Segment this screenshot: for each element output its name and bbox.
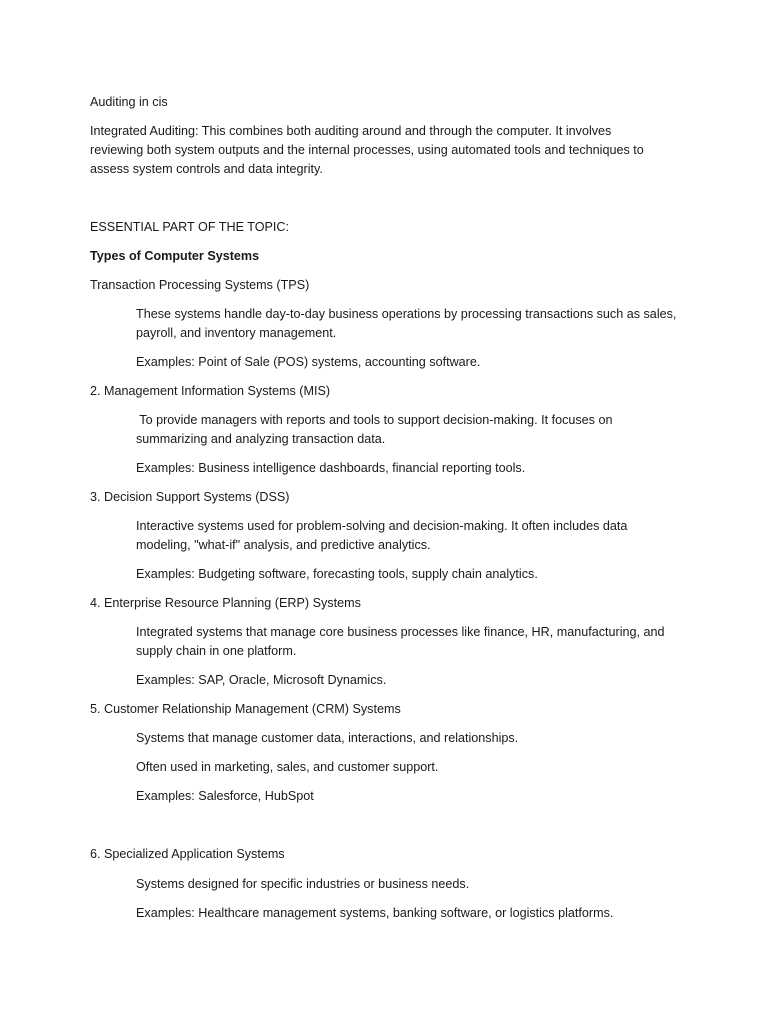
document-title: Auditing in cis (90, 95, 168, 109)
section-heading-dss: 3. Decision Support Systems (DSS) (90, 490, 290, 504)
section-heading-crm: 5. Customer Relationship Management (CRM) Systems (90, 702, 401, 716)
section-text: These systems handle day-to-day business operations by processing transactions such as sales, (136, 307, 677, 321)
intro-line-3: assess system controls and data integrity. (90, 162, 323, 176)
section-heading-erp: 4. Enterprise Resource Planning (ERP) Systems (90, 596, 361, 610)
section-text: Interactive systems used for problem-solving and decision-making. It often includes data (136, 519, 628, 533)
section-text: Often used in marketing, sales, and customer support. (136, 760, 439, 774)
section-examples: Examples: Healthcare management systems, banking software, or logistics platforms. (136, 906, 614, 920)
section-text: payroll, and inventory management. (136, 326, 337, 340)
section-examples: Examples: Salesforce, HubSpot (136, 789, 314, 803)
section-text: supply chain in one platform. (136, 644, 297, 658)
section-text: modeling, "what-if" analysis, and predictive analytics. (136, 538, 431, 552)
section-heading-mis: 2. Management Information Systems (MIS) (90, 384, 331, 398)
section-heading-tps: Transaction Processing Systems (TPS) (90, 278, 310, 292)
intro-line-1: Integrated Auditing: This combines both auditing around and through the computer. It involves (90, 124, 612, 138)
types-heading: Types of Computer Systems (90, 249, 260, 263)
section-heading-specialized: 6. Specialized Application Systems (90, 847, 285, 861)
section-text: Integrated systems that manage core business processes like finance, HR, manufacturing, and (136, 625, 665, 639)
section-examples: Examples: Point of Sale (POS) systems, accounting software. (136, 355, 481, 369)
section-text: Systems designed for specific industries or business needs. (136, 877, 470, 891)
section-examples: Examples: SAP, Oracle, Microsoft Dynamics. (136, 673, 387, 687)
section-text: Systems that manage customer data, interactions, and relationships. (136, 731, 519, 745)
essential-heading: ESSENTIAL PART OF THE TOPIC: (90, 220, 289, 234)
section-examples: Examples: Business intelligence dashboards, financial reporting tools. (136, 461, 526, 475)
intro-line-2: reviewing both system outputs and the internal processes, using automated tools and techniques to (90, 143, 644, 157)
section-examples: Examples: Budgeting software, forecasting tools, supply chain analytics. (136, 567, 538, 581)
section-text: To provide managers with reports and tools to support decision-making. It focuses on (136, 413, 613, 427)
section-text: summarizing and analyzing transaction data. (136, 432, 386, 446)
